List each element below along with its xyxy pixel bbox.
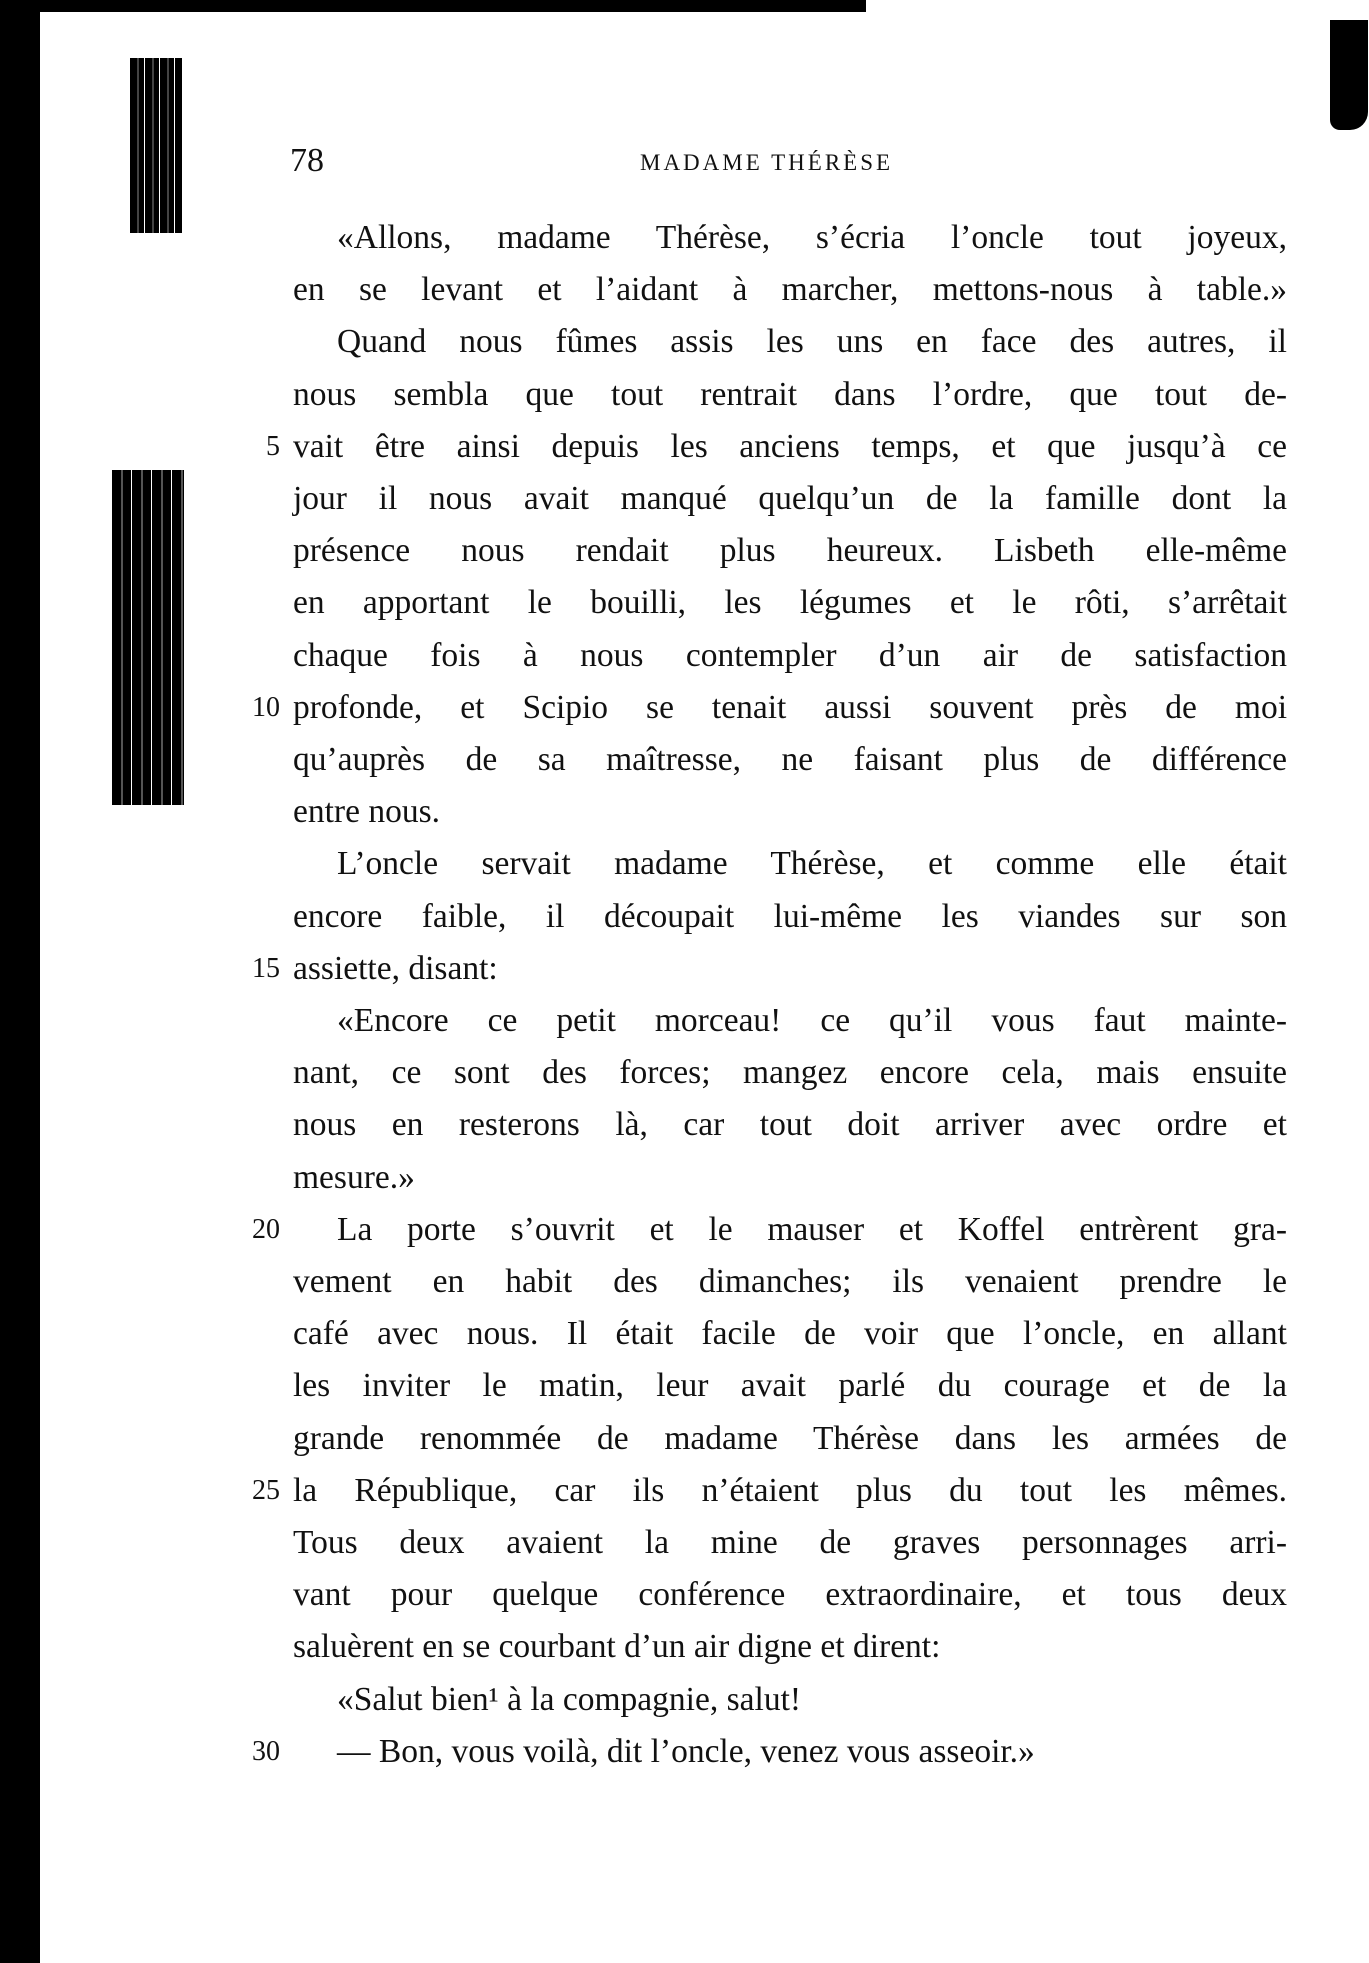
text-line: qu’auprès de sa maîtresse, ne faisant plus de différence [293, 741, 1287, 778]
text-line: nant, ce sont des forces; mangez encore cela, mais ensuite [293, 1054, 1287, 1091]
text-line: vement en habit des dimanches; ils venaient prendre le [293, 1263, 1287, 1300]
text-line: les inviter le matin, leur avait parlé du courage et de la [293, 1367, 1287, 1404]
text-line: La porte s’ouvrit et le mauser et Koffel entrèrent gra- [337, 1211, 1287, 1248]
text-line: encore faible, il découpait lui-même les viandes sur son [293, 898, 1287, 935]
text-line: la République, car ils n’étaient plus du tout les mêmes. [293, 1472, 1287, 1509]
running-title: MADAME THÉRÈSE [640, 150, 894, 175]
text-line: chaque fois à nous contempler d’un air de satisfaction [293, 637, 1287, 674]
text-line: «Allons, madame Thérèse, s’écria l’oncle tout joyeux, [337, 219, 1287, 256]
text-line: L’oncle servait madame Thérèse, et comme elle était [337, 845, 1287, 882]
text-line: mesure.» [293, 1159, 415, 1196]
text-line: nous sembla que tout rentrait dans l’ordre, que tout de- [293, 376, 1287, 413]
text-line: en se levant et l’aidant à marcher, mettons-nous à table.» [293, 271, 1287, 308]
page-number: 78 [290, 142, 324, 179]
text-line: vant pour quelque conférence extraordinaire, et tous deux [293, 1576, 1287, 1613]
text-line: vait être ainsi depuis les anciens temps, et que jusqu’à ce [293, 428, 1287, 465]
line-number: 30 [252, 1736, 280, 1767]
line-number: 5 [266, 431, 280, 462]
text-line: Tous deux avaient la mine de graves personnages arri- [293, 1524, 1287, 1561]
text-line: Quand nous fûmes assis les uns en face des autres, il [337, 323, 1287, 360]
text-line: «Salut bien¹ à la compagnie, salut! [337, 1681, 802, 1718]
line-number: 15 [252, 953, 280, 984]
running-head [290, 142, 1290, 182]
line-number: 10 [252, 692, 280, 723]
scan-edge-top [0, 0, 866, 12]
text-line: café avec nous. Il était facile de voir que l’oncle, en allant [293, 1315, 1287, 1352]
text-line: nous en resterons là, car tout doit arriver avec ordre et [293, 1106, 1287, 1143]
text-line: entre nous. [293, 793, 440, 830]
text-line: «Encore ce petit morceau! ce qu’il vous faut mainte- [337, 1002, 1287, 1039]
text-line: en apportant le bouilli, les légumes et le rôti, s’arrêtait [293, 584, 1287, 621]
text-line: grande renommée de madame Thérèse dans les armées de [293, 1420, 1287, 1457]
text-line: assiette, disant: [293, 950, 498, 987]
scan-edge-left [0, 0, 40, 1963]
text-line: présence nous rendait plus heureux. Lisbeth elle-même [293, 532, 1287, 569]
text-line: — Bon, vous voilà, dit l’oncle, venez vous asseoir.» [337, 1733, 1035, 1770]
scan-artifact-top-left [130, 58, 182, 233]
text-line: profonde, et Scipio se tenait aussi souvent près de moi [293, 689, 1287, 726]
line-number: 20 [252, 1214, 280, 1245]
scan-artifact-top-right [1330, 20, 1368, 130]
scan-artifact-mid-left [112, 470, 184, 805]
text-line: saluèrent en se courbant d’un air digne et dirent: [293, 1628, 941, 1665]
text-line: jour il nous avait manqué quelqu’un de la famille dont la [293, 480, 1287, 517]
line-number: 25 [252, 1475, 280, 1506]
